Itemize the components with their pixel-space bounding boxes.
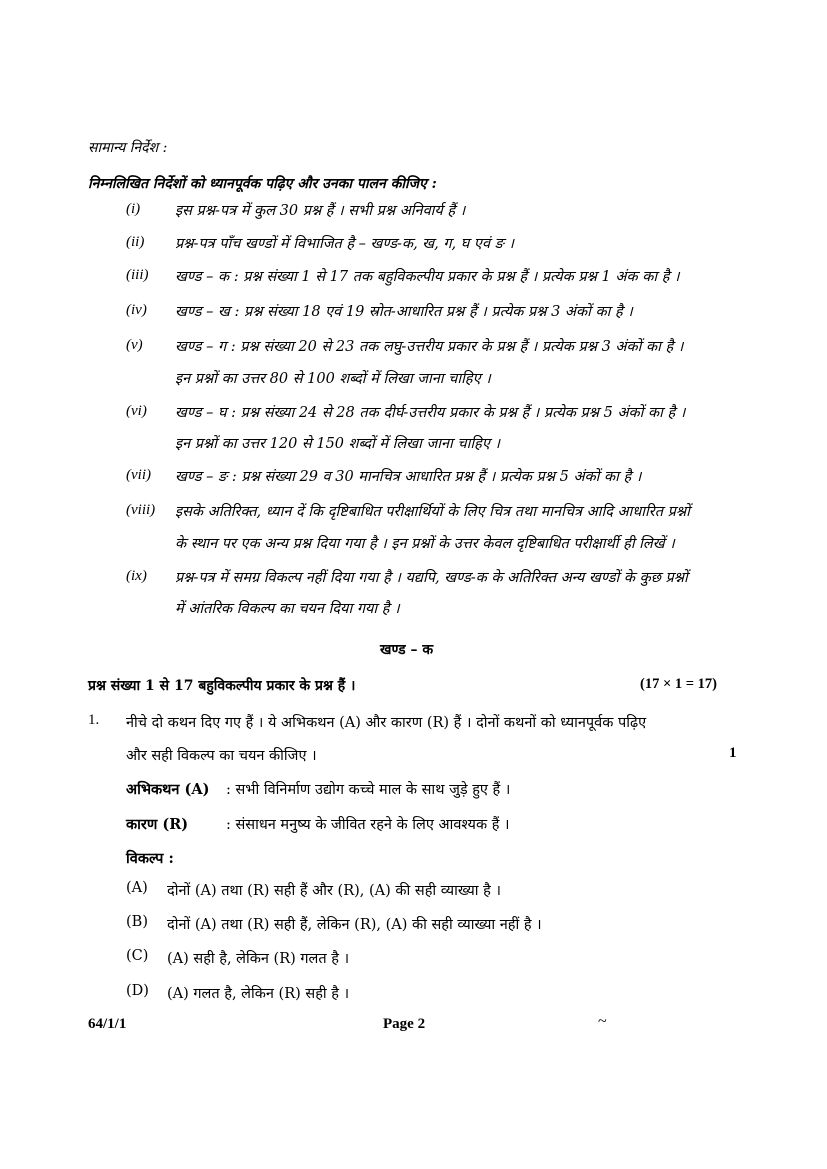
list-item: खण्ड – घ : प्रश्न संख्या 24 से 28 तक दीर्घ-उत्तरीय प्रकार के प्रश्न हैं । प्रत्येक प्रश्न 5 अंकों का है । [175,405,686,421]
option-key: (D) [126,983,149,999]
list-item: खण्ड – ख : प्रश्न संख्या 18 एवं 19 स्रोत-आधारित प्रश्न हैं । प्रत्येक प्रश्न 3 अंकों का है । [175,304,633,320]
list-item: खण्ड – ङ : प्रश्न संख्या 29 व 30 मानचित्र आधारित प्रश्न हैं । प्रत्येक प्रश्न 5 अंकों का है । [175,469,642,485]
item-number: (v) [126,337,143,353]
list-item-continued: के स्थान पर एक अन्य प्रश्न दिया गया है । इन प्रश्नों के उत्तर केवल दृष्टिबाधित परीक्षार्थी ही लिखें । [175,536,675,552]
section-subtitle: प्रश्न संख्या 1 से 17 बहुविकल्पीय प्रकार के प्रश्न हैं । [88,678,356,694]
assertion-label: अभिकथन (A) [126,781,210,798]
list-item: इस प्रश्न-पत्र में कुल 30 प्रश्न हैं । सभी प्रश्न अनिवार्य हैं । [175,203,466,219]
reason-text: : संसाधन मनुष्य के जीवित रहने के लिए आवश्यक हैं । [226,817,510,833]
question-number: 1. [88,712,100,728]
item-number: (i) [126,201,141,217]
list-item-continued: इन प्रश्नों का उत्तर 80 से 100 शब्दों में लिखा जाना चाहिए । [175,371,491,387]
option-text: (A) सही है, लेकिन (R) गलत है । [167,951,350,967]
section-title: खण्ड – क [380,642,434,658]
option-key: (A) [126,880,148,896]
question-text-line2: और सही विकल्प का चयन कीजिए । [126,748,317,764]
item-number: (viii) [126,502,156,518]
list-item: प्रश्न-पत्र पाँच खण्डों में विभाजित है – खण्ड-क, ख, ग, घ एवं ङ । [175,236,514,252]
list-item: खण्ड – ग : प्रश्न संख्या 20 से 23 तक लघु-उत्तरीय प्रकार के प्रश्न हैं । प्रत्येक प्रश्न 3 अंकों का है । [175,339,684,355]
paper-code: 64/1/1 [88,1016,127,1032]
option-text: दोनों (A) तथा (R) सही हैं, लेकिन (R), (A) की सही व्याख्या नहीं है । [167,917,542,933]
reason-label: कारण (R) [126,816,189,833]
question-text-line1: नीचे दो कथन दिए गए हैं । ये अभिकथन (A) और कारण (R) हैं । दोनों कथनों को ध्यानपूर्वक पढ़िए [126,715,647,731]
option-text: (A) गलत है, लेकिन (R) सही है । [167,986,350,1002]
item-number: (ii) [126,234,145,250]
instructions-intro: निम्नलिखित निर्देशों को ध्यानपूर्वक पढ़िए और उनका पालन कीजिए : [88,176,437,192]
item-number: (vii) [126,467,151,483]
list-item-continued: में आंतरिक विकल्प का चयन दिया गया है । [175,601,400,617]
footer-tilde: ~ [598,1013,607,1030]
section-marks: (17 × 1 = 17) [640,676,717,692]
item-number: (iii) [126,267,149,283]
assertion-text: : सभी विनिर्माण उद्योग कच्चे माल के साथ जुड़े हुए हैं । [226,782,511,798]
item-number: (ix) [126,568,147,584]
list-item: खण्ड – क : प्रश्न संख्या 1 से 17 तक बहुविकल्पीय प्रकार के प्रश्न हैं । प्रत्येक प्रश्न 1 अंक का है । [175,269,680,285]
list-item: प्रश्न-पत्र में समग्र विकल्प नहीं दिया गया है । यद्यपि, खण्ड-क के अतिरिक्त अन्य खण्डों के कुछ प्रश्नों [175,570,688,586]
option-key: (C) [126,948,149,964]
option-text: दोनों (A) तथा (R) सही हैं और (R), (A) की सही व्याख्या है । [167,883,501,899]
item-number: (iv) [126,302,147,318]
instructions-heading: सामान्य निर्देश : [88,140,168,156]
options-label: विकल्प : [126,850,174,867]
option-key: (B) [126,914,148,930]
page-number: Page 2 [383,1016,426,1032]
question-marks: 1 [729,745,737,761]
item-number: (vi) [126,403,147,419]
list-item: इसके अतिरिक्त, ध्यान दें कि दृष्टिबाधित परीक्षार्थियों के लिए चित्र तथा मानचित्र आदि आधारित प्रश्नों [175,504,690,520]
list-item-continued: इन प्रश्नों का उत्तर 120 से 150 शब्दों में लिखा जाना चाहिए । [175,436,500,452]
